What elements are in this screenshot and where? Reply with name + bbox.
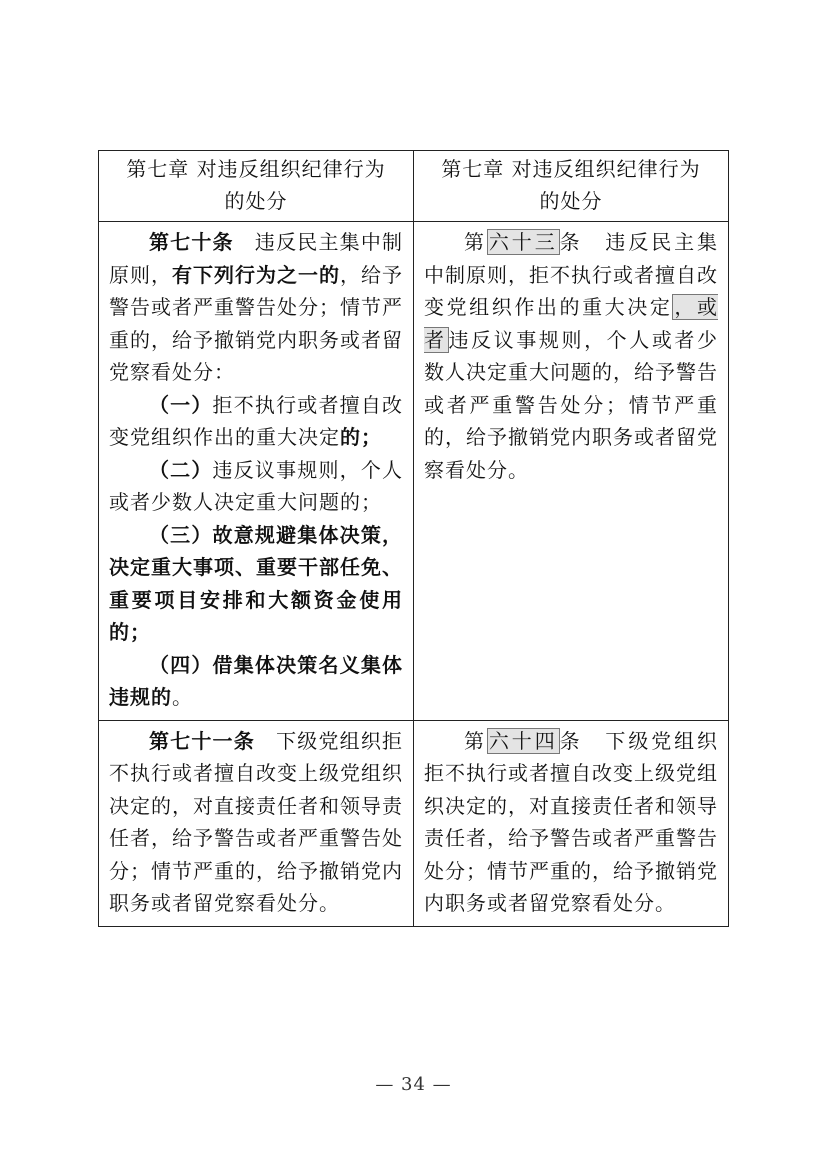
highlight-change: 六十四 bbox=[488, 728, 558, 753]
comparison-table bbox=[98, 150, 729, 927]
article-70-item-4: （四）借集体决策名义集体违规的。 bbox=[109, 652, 403, 709]
chapter-title-line2: 的处分 bbox=[539, 189, 603, 213]
chapter-title-line1: 第七章 对违反组织纪律行为 bbox=[126, 157, 386, 181]
article-64-cell bbox=[414, 720, 729, 926]
article-70-intro-c: ，给予警告或者严重警告处分；情节严重的，给予撤销党内职务或者留党察看处分： bbox=[109, 262, 403, 384]
article-70-item-2: （二）违反议事规则，个人或者少数人决定重大问题的； bbox=[109, 457, 404, 514]
table-row bbox=[99, 222, 729, 721]
table-row bbox=[99, 720, 729, 926]
article-70-number: 第七十条 bbox=[149, 230, 234, 254]
article-71-number: 第七十一条 bbox=[149, 728, 255, 753]
article-64-text: 第 六十四 条 下级党组织拒不执行或者擅自改变上级党组织决定的，对直接责任者和领导责任者，给予警告或者严重警告处分；情节严重的，给予撤销党内职务或者留党察看处分。 bbox=[424, 728, 719, 915]
article-71-text: 第七十一条 下级党组织拒不执行或者擅自改变上级党组织决定的，对直接责任者和领导责任者，给予警告或者严重警告处分；情节严重的，给予撤销党内职务或者留党察看处分。 bbox=[109, 728, 404, 915]
chapter-title-line1: 第七章 对违反组织纪律行为 bbox=[441, 157, 701, 181]
article-70-cell bbox=[99, 222, 414, 721]
article-70-intro-a: 违反民主集中制原则， bbox=[109, 230, 404, 287]
chapter-heading-right bbox=[414, 151, 729, 222]
article-63-cell bbox=[414, 222, 729, 721]
article-70-item-1: （一）拒不执行或者擅自改变党组织作出的重大决定的； bbox=[109, 392, 404, 449]
article-70-item-3: （三）故意规避集体决策，决定重大事项、重要干部任免、重要项目安排和大额资金使用的； bbox=[109, 522, 403, 644]
highlight-change: 六十三 bbox=[488, 230, 558, 254]
article-71-cell bbox=[99, 720, 414, 926]
chapter-title-line2: 的处分 bbox=[224, 189, 288, 213]
article-63-text: 第 六十三 条 违反民主集中制原则，拒不执行或者擅自改变党组织作出的重大决定 ，或者 违反议事规则，个人或者少数人决定重大问题的，给予警告或者严重警告处分；情节严重的，给予撤销党内职务或者留党察看处分。 bbox=[424, 230, 719, 482]
highlight-change: ，或者 bbox=[424, 295, 719, 352]
page-number: — 34 — bbox=[375, 1074, 452, 1095]
article-70-intro bbox=[109, 226, 403, 389]
chapter-heading-left bbox=[99, 151, 414, 222]
table-row bbox=[99, 151, 729, 222]
article-70-intro-b: 有下列行为之一的 bbox=[172, 262, 340, 287]
